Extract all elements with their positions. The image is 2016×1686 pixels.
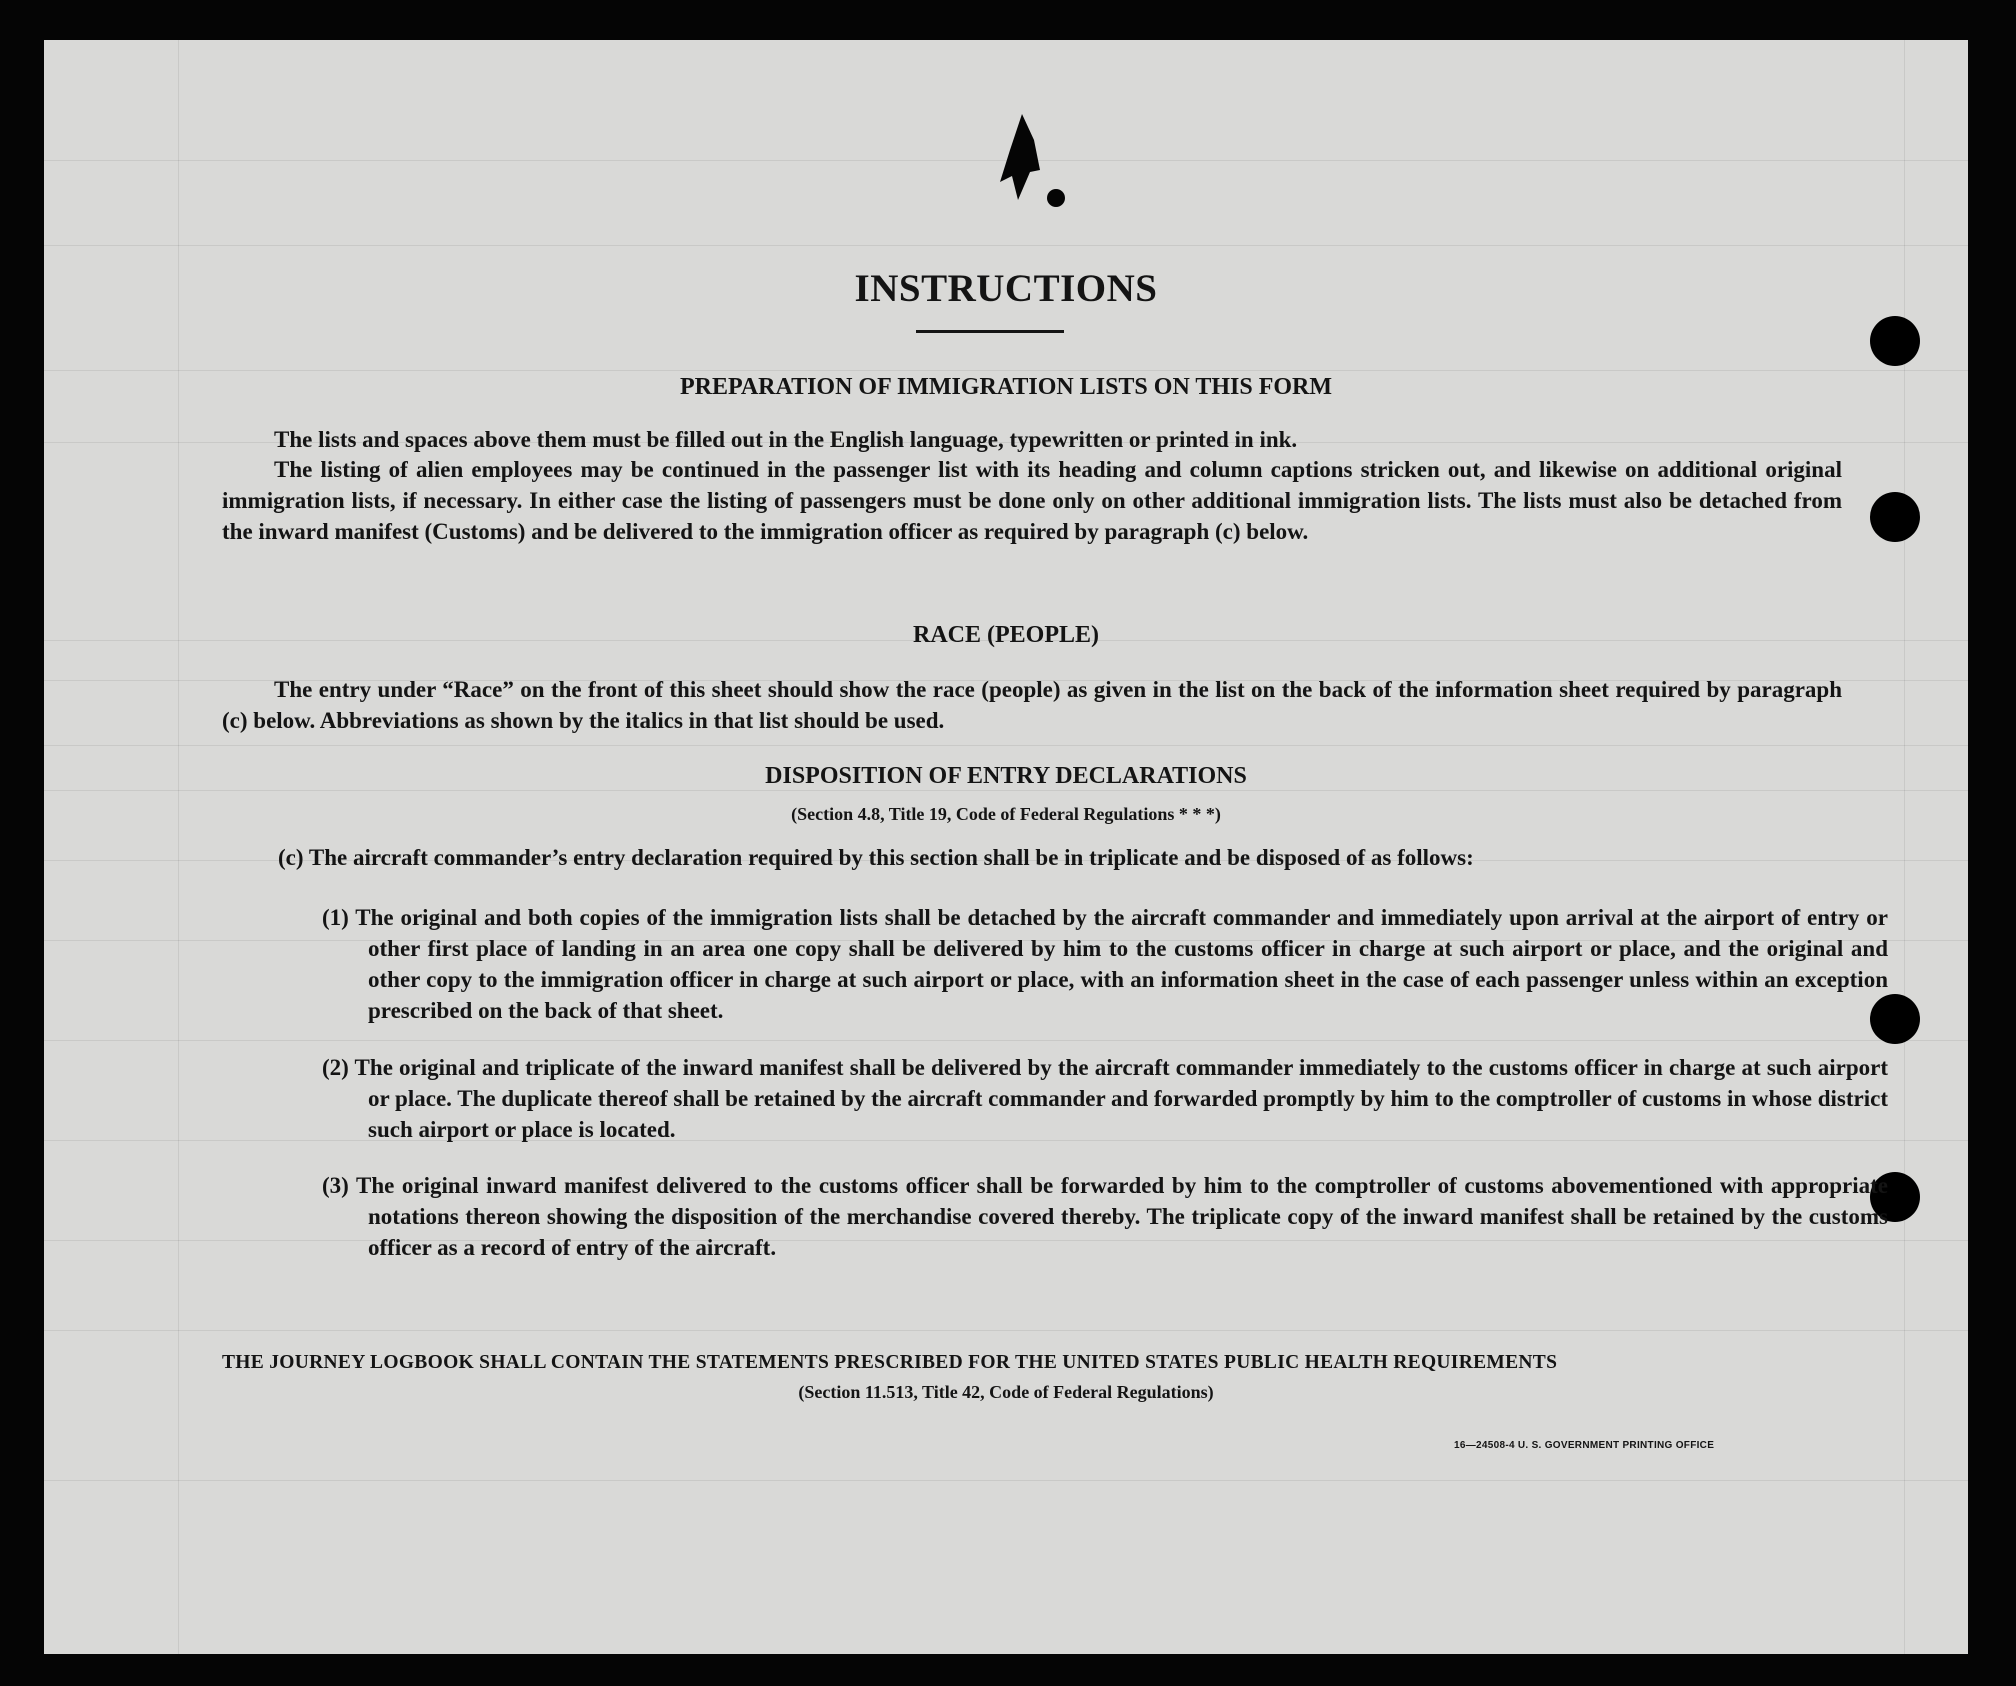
title-underline: [916, 330, 1064, 333]
race-paragraph: [222, 674, 1842, 736]
disposition-item-3: (3) The original inward manifest delivered to the customs officer shall be forwarded by him to the comptroller of customs abovementioned with appropriate notations thereon showing the disposition of the merchandise covered thereby. The triplicate copy of the inward manifest shall be retained by the customs officer as a record of entry of the aircraft.: [322, 1173, 1888, 1260]
section-heading-race: RACE (PEOPLE): [913, 622, 1099, 648]
printer-imprint: 16—24508-4 U. S. GOVERNMENT PRINTING OFFICE: [1454, 1440, 1715, 1451]
disposition-intro: (c) The aircraft commander’s entry declaration required by this section shall be in triplicate and be disposed of as follows:: [278, 845, 1474, 870]
disposition-item-2: (2) The original and triplicate of the inward manifest shall be delivered by the aircraft commander immediately to the customs officer in charge at such airport or place. The duplicate thereof shall be retained by the aircraft commander and forwarded promptly by him to the comptroller of customs in whose district such airport or place is located.: [322, 1055, 1888, 1142]
section-heading-preparation: PREPARATION OF IMMIGRATION LISTS ON THIS FORM: [679, 374, 1333, 400]
section-heading-disposition: DISPOSITION OF ENTRY DECLARATIONS: [765, 763, 1247, 789]
public-health-statement: THE JOURNEY LOGBOOK SHALL CONTAIN THE STATEMENTS PRESCRIBED FOR THE UNITED STATES PUBLIC HEALTH REQUIREMENTS: [222, 1352, 1558, 1373]
preparation-paragraph-1-text: The lists and spaces above them must be filled out in the English language, typewritten or printed in ink.: [274, 427, 1298, 452]
disposition-item-1: (1) The original and both copies of the immigration lists shall be detached by the aircraft commander and immediately upon arrival at the airport of entry or other first place of landing in an area one copy shall be delivered by him to the customs officer in charge at such airport or place, and the original and other copy to the immigration officer in charge at such airport or place, with an information sheet in the case of each passenger unless within an exception prescribed on the back of that sheet.: [322, 905, 1888, 1023]
punch-hole: [1870, 316, 1920, 366]
page-title: INSTRUCTIONS: [854, 267, 1158, 310]
preparation-paragraph-1: [222, 424, 1842, 455]
race-paragraph-text: The entry under “Race” on the front of this sheet should show the race (people) as given in the list on the back of the information sheet required by paragraph (c) below. Abbreviations as shown by the italics in that list should be used.: [222, 677, 1842, 733]
preparation-paragraph-2-text: The listing of alien employees may be continued in the passenger list with its heading and column captions stricken out, and likewise on additional original immigration lists, if necessary. In either case the listing of passengers must be done only on other additional immigration lists. The lists must also be detached from the inward manifest (Customs) and be delivered to the immigration officer as required by paragraph (c) below.: [222, 457, 1842, 544]
public-health-reference: (Section 11.513, Title 42, Code of Federal Regulations): [798, 1382, 1214, 1402]
disposition-reference: (Section 4.8, Title 19, Code of Federal Regulations * * *): [791, 804, 1221, 824]
paper-tear-mark: [982, 110, 1072, 210]
punch-hole: [1870, 492, 1920, 542]
preparation-paragraph-2: [222, 454, 1842, 547]
document-page: [44, 40, 1968, 1654]
